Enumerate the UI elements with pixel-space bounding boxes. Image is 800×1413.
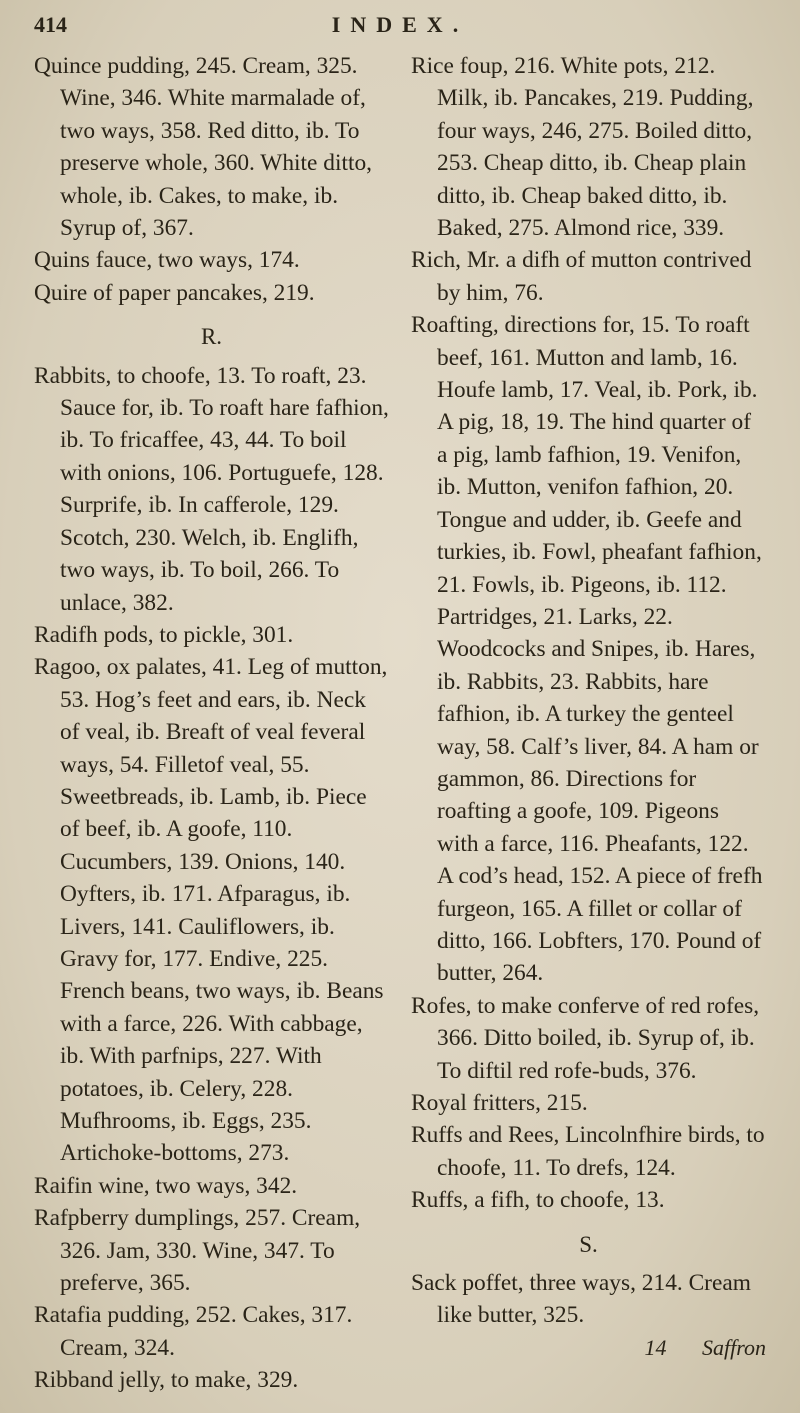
index-entry-royal-fritters: Royal fritters, 215. (411, 1090, 588, 1116)
index-entry-ruffs-rees: Ruffs and Rees, Lincolnfhire birds, to choofe, 11. To drefs, 124. (411, 1122, 765, 1181)
index-entry-ratafia: Ratafia pudding, 252. Cakes, 317. Cream, 324. (34, 1302, 353, 1361)
index-entry-sack-posset: Sack poffet, three ways, 214. Cream like butter, 325. (411, 1270, 751, 1329)
index-columns (34, 50, 766, 1397)
index-entry-raspberry: Rafpberry dumplings, 257. Cream, 326. Jam, 330. Wine, 347. To preferve, 365. (34, 1205, 361, 1297)
section-letter-r: R. (200, 324, 223, 350)
index-entry-quins-sauce: Quins fauce, two ways, 174. (34, 247, 300, 274)
page-number: 414 (34, 12, 67, 37)
signature-mark: 14 (644, 1334, 667, 1360)
right-column (411, 50, 766, 1397)
index-entry-roses: Rofes, to make conferve of red rofes, 366. Ditto boiled, ib. Syrup of, ib. To diftil red rofe-buds, 376. (411, 992, 760, 1084)
index-entry-quince: Quince pudding, 245. Cream, 325. Wine, 346. White marmalade of, two ways, 358. Red ditto, ib. To preserve whole, 360. White ditto, whole, ib. Cakes, to make, ib. Syrup of, 367. (34, 53, 373, 242)
index-entry-ribband-jelly: Ribband jelly, to make, 329. (34, 1367, 299, 1394)
index-entry-rabbits: Rabbits, to choofe, 13. To roaft, 23. Sauce for, ib. To roaft hare fafhion, ib. To fricaffee, 43, 44. To boil with onions, 106. Portuguefe, 128. Surprife, ib. In cafferole, 129. Scotch, 230. Welch, ib. Englifh, two ways, ib. To boil, 266. To unlace, 382. (34, 362, 389, 616)
left-column (34, 50, 389, 1397)
index-entry-radish-pods: Radifh pods, to pickle, 301. (34, 621, 294, 648)
catchword-line (411, 1332, 766, 1364)
index-entry-raisin-wine: Raifin wine, two ways, 342. (34, 1172, 298, 1199)
page-header (34, 12, 766, 50)
index-entry-quire-pancakes: Quire of paper pancakes, 219. (34, 279, 315, 306)
catchword: Saffron (702, 1334, 766, 1360)
running-head: INDEX. (331, 12, 469, 37)
section-letter-s: S. (579, 1231, 598, 1257)
index-entry-rich: Rich, Mr. a difh of mutton contrived by him, 76. (411, 247, 752, 306)
index-entry-roasting: Roafting, directions for, 15. To roaft beef, 161. Mutton and lamb, 16. Houfe lamb, 17. Veal, ib. Pork, ib. A pig, 18, 19. The hind quarter of a pig, lamb fafhion, 19. Venifon, ib. Mutton, venifon fafhion, 20. Tongue and udder, ib. Geefe and turkies, ib. Fowl, pheafant fafhion, 21. Fowls, ib. Pigeons, ib. 112. Partridges, 21. Larks, 22. Woodcocks and Snipes, ib. Hares, ib. Rabbits, 23. Rabbits, hare fafhion, ib. A turkey the genteel way, 58. Calf’s liver, 84. A ham or gammon, 86. Directions for roafting a goofe, 109. Pigeons with a farce, 116. Pheafants, 122. A cod’s head, 152. A piece of frefh furgeon, 165. A fillet or collar of ditto, 166. Lobfters, 170. Pound of butter, 264. (411, 312, 763, 987)
index-entry-ragoo: Ragoo, ox palates, 41. Leg of mutton, 53. Hog’s feet and ears, ib. Neck of veal, ib. Breaft of veal feveral ways, 54. Filletof veal, 55. Sweetbreads, ib. Lamb, ib. Piece of beef, ib. A goofe, 110. Cucumbers, 139. Onions, 140. Oyfters, ib. 171. Afparagus, ib. Livers, 141. Cauliflowers, ib. Gravy for, 177. Endive, 225. French beans, two ways, ib. Beans with a farce, 226. With cabbage, ib. With parfnips, 227. With potatoes, ib. Celery, 228. Mufhrooms, ib. Eggs, 235. Artichoke-bottoms, 273. (34, 654, 388, 1167)
index-entry-ruffs-fish: Ruffs, a fifh, to choofe, 13. (411, 1187, 665, 1214)
index-entry-rice: Rice foup, 216. White pots, 212. Milk, ib. Pancakes, 219. Pudding, four ways, 246, 275. Boiled ditto, 253. Cheap ditto, ib. Cheap plain ditto, ib. Cheap baked ditto, ib. Baked, 275. Almond rice, 339. (411, 53, 754, 242)
